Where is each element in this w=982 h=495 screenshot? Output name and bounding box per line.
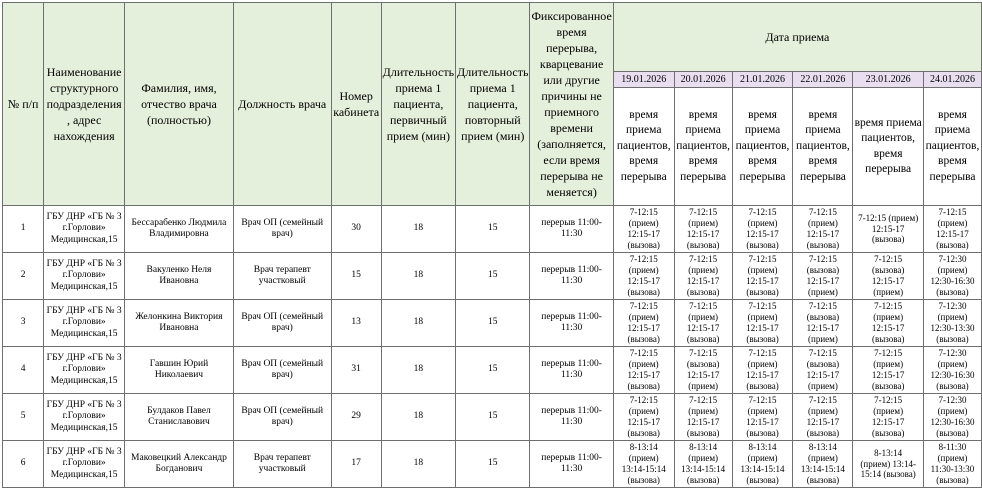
row-subdivision: ГБУ ДНР «ГБ № 3 г.Горлови» Медицинская,15 xyxy=(44,300,125,347)
schedule-cell: 7-12:15 (прием) 12:15-17 (вызова) xyxy=(853,300,924,347)
schedule-cell: 7-12:15 (прием) 12:15-17 (вызова) xyxy=(923,206,981,253)
table-row xyxy=(3,206,982,253)
table-row xyxy=(3,300,982,347)
row-number: 2 xyxy=(3,253,44,300)
row-number: 3 xyxy=(3,300,44,347)
schedule-cell: 7-12:15 (прием) 12:15-17 (вызова) xyxy=(853,394,924,441)
schedule-cell: 7-12:15 (прием) 12:15-17 (вызова) xyxy=(853,206,924,253)
row-doctor-name: Булдаков Павел Станиславович xyxy=(125,394,234,441)
schedule-cell: 7-12:15 (вызова) 12:15-17 (прием) xyxy=(793,253,853,300)
schedule-cell: 7-12:15 (прием) 12:15-17 (вызова) xyxy=(793,394,853,441)
schedule-cell: 7-12:15 (прием) 12:15-17 (вызова) xyxy=(732,253,793,300)
row-number: 6 xyxy=(3,441,44,488)
date-header: 23.01.2026 xyxy=(853,72,924,88)
row-position: Врач ОП (семейный врач) xyxy=(233,300,331,347)
schedule-cell: 7-12:15 (прием) 12:15-17 (вызова) xyxy=(793,206,853,253)
row-duration-repeat: 15 xyxy=(456,394,530,441)
slot-label: время приема пациентов, время перерыва xyxy=(853,88,924,206)
header-num: № п/п xyxy=(3,3,44,206)
header-position: Должность врача xyxy=(233,3,331,206)
row-doctor-name: Гавшин Юрий Николаевич xyxy=(125,347,234,394)
row-cabinet: 17 xyxy=(331,441,381,488)
row-position: Врач терапевт участковый xyxy=(233,253,331,300)
row-duration-first: 18 xyxy=(381,300,455,347)
schedule-cell: 7-12:15 (прием) 12:15-17 (вызова) xyxy=(613,394,674,441)
row-break: перерыв 11:00-11:30 xyxy=(530,394,613,441)
row-subdivision: ГБУ ДНР «ГБ № 3 г.Горлови» Медицинская,15 xyxy=(44,441,125,488)
row-subdivision: ГБУ ДНР «ГБ № 3 г.Горлови» Медицинская,15 xyxy=(44,347,125,394)
row-duration-repeat: 15 xyxy=(456,347,530,394)
schedule-cell: 7-12:30 (прием) 12:30-16:30 (вызова) xyxy=(923,347,981,394)
row-duration-repeat: 15 xyxy=(456,441,530,488)
row-cabinet: 13 xyxy=(331,300,381,347)
schedule-cell: 7-12:15 (вызова) 12:15-17 (прием) xyxy=(853,253,924,300)
row-duration-first: 18 xyxy=(381,206,455,253)
slot-label: время приема пациентов, время перерыва xyxy=(613,88,674,206)
row-number: 1 xyxy=(3,206,44,253)
schedule-cell: 7-12:15 (прием) 12:15-17 (вызова) xyxy=(732,394,793,441)
header-duration-repeat: Длительность приема 1 пациента, повторный прием (мин) xyxy=(456,3,530,206)
schedule-cell: 8-13:14 (прием) 13:14-15:14 (вызова) xyxy=(793,441,853,488)
row-duration-first: 18 xyxy=(381,253,455,300)
schedule-cell: 7-12:30 (прием) 12:30-13:30 (вызова) xyxy=(923,300,981,347)
row-cabinet: 31 xyxy=(331,347,381,394)
date-header: 24.01.2026 xyxy=(923,72,981,88)
schedule-cell: 7-12:15 (прием) 12:15-17 (вызова) xyxy=(732,206,793,253)
schedule-cell: 7-12:30 (прием) 12:30-16:30 (вызова) xyxy=(923,394,981,441)
row-break: перерыв 11:00-11:30 xyxy=(530,300,613,347)
header-cabinet: Номер кабинета xyxy=(331,3,381,206)
schedule-cell: 7-12:15 (вызова) 12:15-17 (прием) xyxy=(793,347,853,394)
schedule-cell: 7-12:30 (прием) 12:30-16:30 (вызова) xyxy=(923,253,981,300)
schedule-cell: 7-12:15 (прием) 12:15-17 (вызова) xyxy=(732,347,793,394)
schedule-cell: 7-12:15 (прием) 12:15-17 (вызова) xyxy=(674,394,732,441)
row-position: Врач ОП (семейный врач) xyxy=(233,394,331,441)
header-fio: Фамилия, имя, отчество врача (полностью) xyxy=(125,3,234,206)
row-break: перерыв 11:00-11:30 xyxy=(530,206,613,253)
schedule-cell: 8-13:14 (прием) 13:14-15:14 (вызова) xyxy=(732,441,793,488)
table-row xyxy=(3,441,982,488)
schedule-cell: 7-12:15 (прием) 12:15-17 (вызова) xyxy=(674,253,732,300)
row-duration-repeat: 15 xyxy=(456,206,530,253)
schedule-cell: 7-12:15 (прием) 12:15-17 (вызова) xyxy=(613,300,674,347)
row-cabinet: 30 xyxy=(331,206,381,253)
row-cabinet: 15 xyxy=(331,253,381,300)
row-doctor-name: Желонкина Виктория Ивановна xyxy=(125,300,234,347)
header-dates-title: Дата приема xyxy=(613,3,981,72)
table-row xyxy=(3,253,982,300)
schedule-cell: 7-12:15 (прием) 12:15-17 (вызова) xyxy=(674,300,732,347)
row-doctor-name: Маковецкий Александр Богданович xyxy=(125,441,234,488)
row-break: перерыв 11:00-11:30 xyxy=(530,253,613,300)
header-duration-first: Длительность приема 1 пациента, первичный прием (мин) xyxy=(381,3,455,206)
schedule-cell: 7-12:15 (прием) 12:15-17 (вызова) xyxy=(732,300,793,347)
slot-label: время приема пациентов, время перерыва xyxy=(732,88,793,206)
row-doctor-name: Бессарабенко Людмила Владимировна xyxy=(125,206,234,253)
schedule-cell: 8-13:14 (прием) 13:14-15:14 (вызова) xyxy=(613,441,674,488)
row-duration-first: 18 xyxy=(381,394,455,441)
schedule-table xyxy=(2,2,982,488)
schedule-cell: 8-11:30 (прием) 11:30-13:30 (вызова) xyxy=(923,441,981,488)
schedule-cell: 7-12:15 (прием) 12:15-17 (вызова) xyxy=(613,253,674,300)
row-duration-first: 18 xyxy=(381,347,455,394)
row-position: Врач ОП (семейный врач) xyxy=(233,347,331,394)
date-header: 21.01.2026 xyxy=(732,72,793,88)
header-subdivision: Наименование структурного подразделения , адрес нахождения xyxy=(44,3,125,206)
schedule-cell: 8-13:14 (прием) 13:14- 15:14 (вызова) xyxy=(853,441,924,488)
schedule-cell: 7-12:15 (прием) 12:15-17 (вызова) xyxy=(853,347,924,394)
row-break: перерыв 11:00-11:30 xyxy=(530,441,613,488)
row-subdivision: ГБУ ДНР «ГБ № 3 г.Горлови» Медицинская,15 xyxy=(44,206,125,253)
table-row xyxy=(3,394,982,441)
row-duration-repeat: 15 xyxy=(456,300,530,347)
date-header: 22.01.2026 xyxy=(793,72,853,88)
date-header: 20.01.2026 xyxy=(674,72,732,88)
row-position: Врач терапевт участковый xyxy=(233,441,331,488)
row-duration-first: 18 xyxy=(381,441,455,488)
row-number: 4 xyxy=(3,347,44,394)
row-break: перерыв 11:00-11:30 xyxy=(530,347,613,394)
date-header: 19.01.2026 xyxy=(613,72,674,88)
row-position: Врач ОП (семейный врач) xyxy=(233,206,331,253)
schedule-cell: 7-12:15 (вызова) 12:15-17 (прием) xyxy=(674,347,732,394)
schedule-cell: 8-13:14 (прием) 13:14-15:14 (вызова) xyxy=(674,441,732,488)
row-cabinet: 29 xyxy=(331,394,381,441)
schedule-cell: 7-12:15 (вызова) 12:15-17 (прием) xyxy=(793,300,853,347)
row-subdivision: ГБУ ДНР «ГБ № 3 г.Горлови» Медицинская,15 xyxy=(44,394,125,441)
header-break: Фиксированное время перерыва, кварцевание или другие причины не приемного времени (заполняется, если время перерыва не меняется) xyxy=(530,3,613,206)
schedule-cell: 7-12:15 (прием) 12:15-17 (вызова) xyxy=(613,347,674,394)
slot-label: время приема пациентов, время перерыва xyxy=(923,88,981,206)
row-doctor-name: Вакуленко Неля Ивановна xyxy=(125,253,234,300)
row-number: 5 xyxy=(3,394,44,441)
row-subdivision: ГБУ ДНР «ГБ № 3 г.Горлови» Медицинская,15 xyxy=(44,253,125,300)
schedule-cell: 7-12:15 (прием) 12:15-17 (вызова) xyxy=(613,206,674,253)
slot-label: время приема пациентов, время перерыва xyxy=(793,88,853,206)
table-row xyxy=(3,347,982,394)
slot-label: время приема пациентов, время перерыва xyxy=(674,88,732,206)
schedule-cell: 7-12:15 (прием) 12:15-17 (вызова) xyxy=(674,206,732,253)
row-duration-repeat: 15 xyxy=(456,253,530,300)
